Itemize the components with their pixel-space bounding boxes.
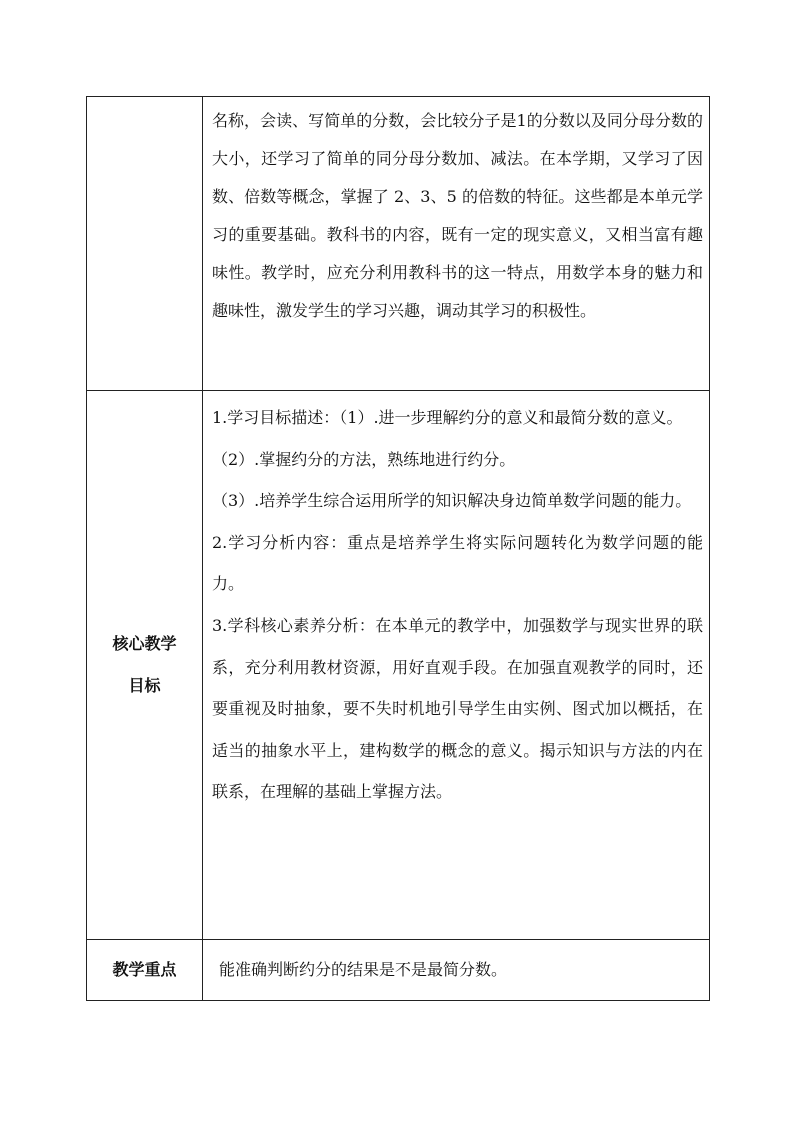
table-row-background [87,97,710,391]
learning-goal-item-2: （2）.掌握约分的方法，熟练地进行约分。 [212,449,516,469]
key-points-content-cell [203,940,710,1001]
learning-goal-item-3: （3）.培养学生综合运用所学的知识解决身边简单数学问题的能力。 [212,491,692,511]
row-label-empty [87,97,203,391]
learning-goal-description: 1.学习目标描述：（1）.进一步理解约分的意义和最简分数的意义。 [212,408,683,427]
core-goals-label-line2: 目标 [128,676,161,695]
core-literacy-analysis: 3.学科核心素养分析：在本单元的教学中，加强数学与现实世界的联系，充分利用教材资源，用好直观手段。在加强直观教学的同时，还要重视及时抽象，要不失时机地引导学生由实例、图式加以概括，在适当的抽象水平上，建构数学的概念的意义。揭示知识与方法的内在联系，在理解的基础上掌握方法。 [212,615,703,802]
learning-analysis-content: 2.学习分析内容：重点是培养学生将实际问题转化为数学问题的能力。 [212,532,703,594]
lesson-plan-table [86,96,710,1001]
background-analysis-cell [203,97,710,391]
table-row-core-goals [87,391,710,940]
table-row-key-points [87,940,710,1001]
background-analysis-text: 名称，会读、写简单的分数，会比较分子是1的分数以及同分母分数的大小，还学习了简单的同分母分数加、减法。在本学期，又学习了因数、倍数等概念，掌握了 2、3、5 的倍数的特征。这些都是本单元学习的重要基础。教科书的内容，既有一定的现实意义，又相当富有趣味性。教学时，应充分利用教科书的这一特点，用数学本身的魅力和趣味性，激发学生的学习兴趣，调动其学习的积极性。 [212,111,703,320]
core-goals-label-line1: 核心教学 [112,634,177,653]
core-goals-content-cell [203,391,710,940]
key-points-text: 能准确判断约分的结果是不是最简分数。 [219,960,508,979]
core-goals-label-cell [87,391,203,940]
key-points-label: 教学重点 [87,940,203,1001]
